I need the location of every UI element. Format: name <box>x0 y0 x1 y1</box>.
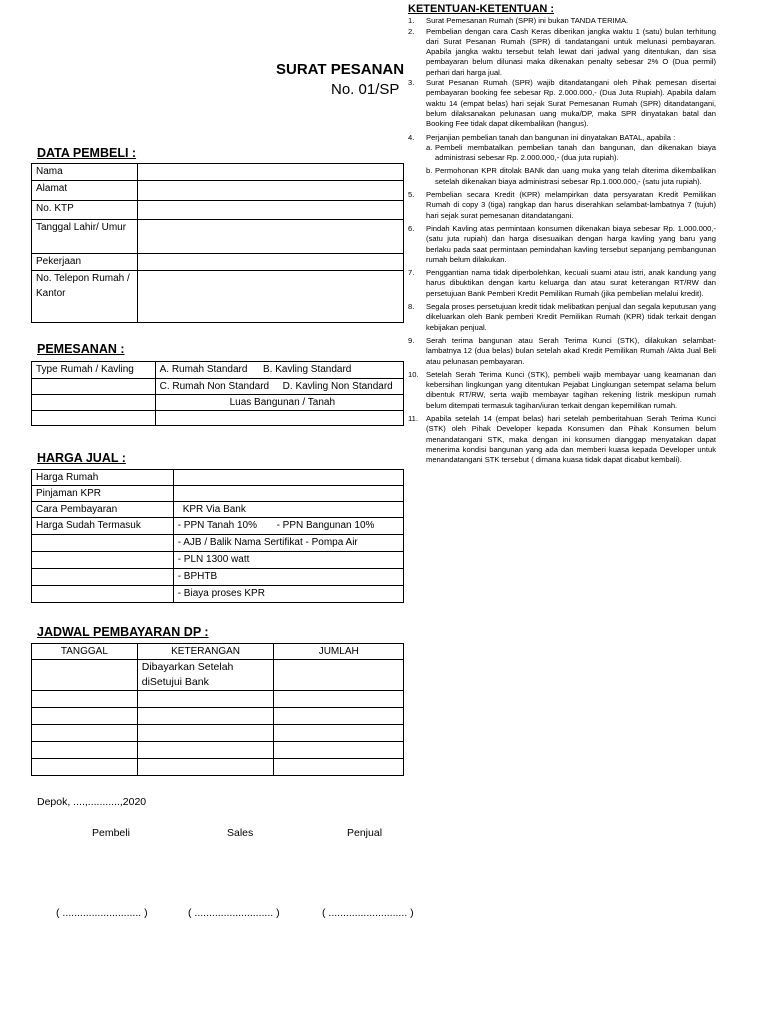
table-row <box>32 411 404 426</box>
ppn-cell <box>173 518 403 535</box>
ppn-tanah: - PPN Tanah 10% <box>177 520 257 531</box>
cara-pembayaran-value: KPR Via Bank <box>173 502 403 518</box>
rule-item: 7. Penggantian nama tidak diperbolehkan, kecuali suami atau istri, anak kandung yang harus dibuktikan dengan kartu keluarga dan atau surat keterangan RT/RW dan persetujuan Bank Pemberi Kredit Pemilikan Rumah (jika pembelian melalui kredit). <box>408 268 716 298</box>
row-label: No. KTP <box>32 201 138 220</box>
document-title: SURAT PESANAN <box>276 61 405 78</box>
pln-item: - PLN 1300 watt <box>173 552 403 569</box>
table-row <box>32 470 404 486</box>
option-c: C. Rumah Non Standard <box>159 381 270 392</box>
table-row <box>32 181 404 201</box>
ketentuan-section <box>408 4 716 465</box>
biaya-kpr-item: - Biaya proses KPR <box>173 586 403 603</box>
pemesanan-table <box>31 361 404 426</box>
row-label: Alamat <box>32 181 138 201</box>
pekerjaan-value <box>137 254 403 271</box>
rule-item: 1. Surat Pemesanan Rumah (SPR) ini bukan TANDA TERIMA. <box>408 16 629 26</box>
table-row <box>32 708 404 725</box>
nama-value <box>137 164 403 181</box>
signature-sales: ( ........................... ) <box>188 907 280 919</box>
row-label: Pekerjaan <box>32 254 138 271</box>
tanggal-lahir-value <box>137 220 403 254</box>
option-b: B. Kavling Standard <box>262 364 352 375</box>
rule-sub-item: a. Pembeli membatalkan pembelian tanah dan bangunan, dan dikenakan biaya administrasi sebesar Rp. 2.000.000,- (dua juta rupiah). <box>426 142 716 163</box>
keterangan-cell <box>137 660 274 691</box>
signature-penjual: ( ........................... ) <box>322 907 414 919</box>
table-row <box>32 725 404 742</box>
data-pembeli-heading: DATA PEMBELI : <box>37 146 137 160</box>
jadwal-table <box>31 643 404 776</box>
table-row <box>32 271 404 323</box>
table-row <box>32 660 404 691</box>
rule-item: 11. Apabila setelah 14 (empat belas) hari setelah pemberitahuan Serah Terima Kunci (STK) oleh Pihak Developer kepada Konsumen dan Pihak Konsumen belum menandatangani STK, maka dengan ini konsumen dianggap menyatakan dapat menerima kondisi bangunan yang ada dan memberi kuasa kepada Developer untuk menandatangani STK tersebut ( dimana kuasa tidak dapat dicabut kembali). <box>408 413 716 465</box>
table-row <box>32 518 404 535</box>
pemesanan-heading: PEMESANAN : <box>37 342 125 356</box>
rule-item: 3. Surat Pesanan Rumah (SPR) wajib ditandatangani oleh Pihak pemesan disertai pembayaran booking fee sebesar Rp. 2.000.000,- (Dua Juta Rupiah). Apabila dalam waktu 14 (empat belas) hari sejak Surat Pemesanan Rumah (SPR) ditandatangani, belum dilaksanakan pelunasan uang muka/DP, maka SPR dinyatakan batal dan Booking Fee tidak dapat dikembalikan (hangus). <box>408 78 716 129</box>
table-header-row <box>32 644 404 660</box>
table-row <box>32 502 404 518</box>
rule-item: 9. Serah terima bangunan atau Serah Terima Kunci (STK), dilakukan selambat-lambatnya 12 (dua belas) bulan setelah akad Kredit Pemilikan Rumah /Akta Jual Beli atau pelunasan pembayaran. <box>408 335 716 366</box>
pinjaman-label: Pinjaman KPR <box>32 486 174 502</box>
type-label: Type Rumah / Kavling <box>32 362 156 379</box>
harga-jual-table <box>31 469 404 603</box>
ktp-value <box>137 201 403 220</box>
table-row <box>32 569 404 586</box>
table-row <box>32 201 404 220</box>
rule-item: 5. Pembelian secara Kredit (KPR) melampirkan data persyaratan Kredit Pemilikan Rumah di copy 3 (tiga) rangkap dan harus diserahkan selambat-lambatnya 7 (tujuh) hari sejak surat pemesanan ditandatangani. <box>408 190 716 220</box>
keterangan-line-2: diSetujui Bank <box>141 676 209 688</box>
col-tanggal: TANGGAL <box>32 644 138 660</box>
harga-rumah-label: Harga Rumah <box>32 470 174 486</box>
col-jumlah: JUMLAH <box>274 644 404 660</box>
col-keterangan: KETERANGAN <box>137 644 274 660</box>
rule-item: 6. Pindah Kavling atas permintaan konsumen dikenakan biaya sebesar Rp. 1.000.000,- (satu juta rupiah) dan harga disesuaikan dengan harga kavling yang baru yang berlaku pada saat permintaan pemindahan kavling tersebut sepanjang pembangunan rumah belum dilakukan. <box>408 223 716 264</box>
table-row <box>32 395 404 411</box>
ppn-bangunan: - PPN Bangunan 10% <box>276 520 375 531</box>
table-row <box>32 691 404 708</box>
rule-item: 10. Setelah Serah Terima Kunci (STK), pembeli wajib membayar uang keamanan dan kebersihan lingkungan yang ditentukan Pejabat Lingkungan setempat selama belum dibentuk RT/RW, serta wajib membayar tagihan rekening listrik meskipun rumah belum ditempati termasuk tagihan/iuran terkait dengan kepemilikan rumah. <box>408 369 716 410</box>
termasuk-label: Harga Sudah Termasuk <box>32 518 174 535</box>
sales-label: Sales <box>227 827 254 839</box>
row-label: No. Telepon Rumah / Kantor <box>32 271 138 323</box>
table-row <box>32 586 404 603</box>
options-ab-cell <box>155 362 403 379</box>
rule-item: 4. Perjanjian pembelian tanah dan bangunan ini dinyatakan BATAL, apabila : <box>408 132 676 142</box>
place-date: Depok, ....,...........,2020 <box>37 796 147 808</box>
keterangan-line-1: Dibayarkan Setelah <box>141 661 234 673</box>
option-a: A. Rumah Standard <box>159 364 248 375</box>
rule-item: 2. Pembelian dengan cara Cash Keras diberikan jangka waktu 1 (satu) bulan terhitung dari Surat Pesanan Rumah (SPR) di tandatangani untuk melunasi pembayaran. Apabila jangka waktu tersebut telah lewat dari jadwal yang ditentukan, dan sisa pembayaran belum dilunasi maka dikenakan penalty sebesar 2% O (Dua permil) perhari dari harga jual. <box>408 26 716 77</box>
data-pembeli-table <box>31 163 404 323</box>
table-row <box>32 254 404 271</box>
option-d: D. Kavling Non Standard <box>282 381 393 392</box>
table-row <box>32 552 404 569</box>
bphtb-item: - BPHTB <box>173 569 403 586</box>
ketentuan-title: KETENTUAN-KETENTUAN : <box>408 3 555 15</box>
pembeli-label: Pembeli <box>92 827 130 839</box>
table-row <box>32 759 404 776</box>
table-row <box>32 535 404 552</box>
table-row <box>32 164 404 181</box>
rule-item: 8. Segala proses persetujuan kredit tidak melibatkan penjual dan segala keputusan yang dikeluarkan oleh Bank pemberi Kredit Pemilikan Rumah (KPR) tidak terkait dengan kebijakan penjual. <box>408 302 716 332</box>
options-cd-cell <box>155 379 403 395</box>
document-number: No. 01/SP <box>331 81 400 98</box>
alamat-value <box>137 181 403 201</box>
telepon-value <box>137 271 403 323</box>
jadwal-heading: JADWAL PEMBAYARAN DP : <box>37 625 209 639</box>
row-label: Tanggal Lahir/ Umur <box>32 220 138 254</box>
rule-sub-item: b. Permohonan KPR ditolak BANk dan uang muka yang telah diterima dikembalikan setelah dikenakan biaya administrasi sebesar Rp.1.000.000,- (satu juta rupiah). <box>426 166 716 186</box>
row-label: Nama <box>32 164 138 181</box>
table-row <box>32 362 404 379</box>
harga-jual-heading: HARGA JUAL : <box>37 451 126 465</box>
cara-pembayaran-label: Cara Pembayaran <box>32 502 174 518</box>
ajb-item: - AJB / Balik Nama Sertifikat - Pompa Air <box>173 535 403 552</box>
luas-label: Luas Bangunan / Tanah <box>155 395 403 411</box>
table-row <box>32 486 404 502</box>
penjual-label: Penjual <box>347 827 383 839</box>
signature-pembeli: ( ........................... ) <box>56 907 148 919</box>
table-row <box>32 379 404 395</box>
table-row <box>32 220 404 254</box>
table-row <box>32 742 404 759</box>
